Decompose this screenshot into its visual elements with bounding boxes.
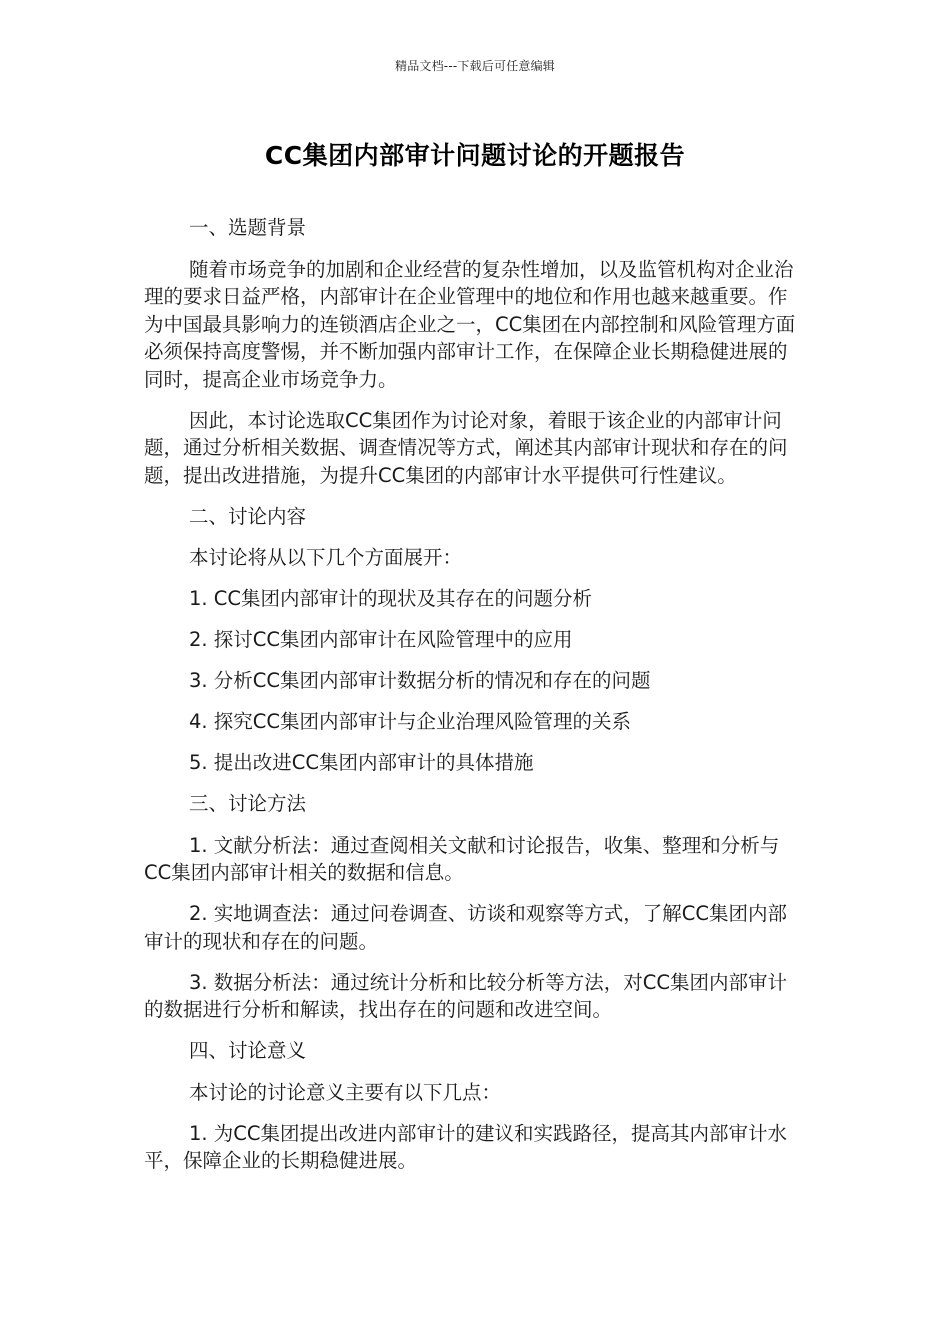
list-item-content-3: 3. 分析CC集团内部审计数据分析的情况和存在的问题	[189, 669, 651, 692]
section-heading-background: 一、选题背景	[189, 216, 307, 239]
paragraph-background-2: 因此，本讨论选取CC集团作为讨论对象，着眼于该企业的内部审计问题，通过分析相关数据、调查情况等方式，阐述其内部审计现状和存在的问题，提出改进措施，为提升CC集团的内部审计水平提供可行性建议。	[144, 408, 788, 487]
section-heading-significance: 四、讨论意义	[189, 1039, 307, 1062]
list-item-significance-1: 1. 为CC集团提出改进内部审计的建议和实践路径，提高其内部审计水平，保障企业的长期稳健进展。	[144, 1121, 788, 1172]
paragraph-content-intro: 本讨论将从以下几个方面展开：	[189, 546, 463, 569]
list-item-method-1: 1. 文献分析法：通过查阅相关文献和讨论报告，收集、整理和分析与CC集团内部审计相关的数据和信息。	[144, 833, 780, 884]
paragraph-significance-intro: 本讨论的讨论意义主要有以下几点：	[189, 1080, 502, 1104]
document-body	[144, 214, 806, 1188]
document-title: CC集团内部审计问题讨论的开题报告	[264, 141, 686, 170]
list-item-content-5: 5. 提出改进CC集团内部审计的具体措施	[189, 751, 534, 774]
list-item-content-2: 2. 探讨CC集团内部审计在风险管理中的应用	[189, 628, 573, 651]
list-item-method-2: 2. 实地调查法：通过问卷调查、访谈和观察等方式，了解CC集团内部审计的现状和存在的问题。	[144, 902, 788, 953]
page-header: 精品文档---下载后可任意编辑	[395, 59, 555, 73]
list-item-content-4: 4. 探究CC集团内部审计与企业治理风险管理的关系	[189, 710, 632, 733]
section-heading-content: 二、讨论内容	[189, 504, 307, 528]
section-heading-method: 三、讨论方法	[189, 792, 307, 815]
list-item-content-1: 1. CC集团内部审计的现状及其存在的问题分析	[189, 587, 593, 610]
list-item-method-3: 3. 数据分析法：通过统计分析和比较分析等方法，对CC集团内部审计的数据进行分析和解读，找出存在的问题和改进空间。	[144, 970, 788, 1021]
paragraph-background-1: 随着市场竞争的加剧和企业经营的复杂性增加，以及监管机构对企业治理的要求日益严格，内部审计在企业管理中的地位和作用也越来越重要。作为中国最具影响力的连锁酒店企业之一，CC集团在内部控制和风险管理方面必须保持高度警惕，并不断加强内部审计工作，在保障企业长期稳健进展的同时，提高企业市场竞争力。	[144, 257, 796, 391]
